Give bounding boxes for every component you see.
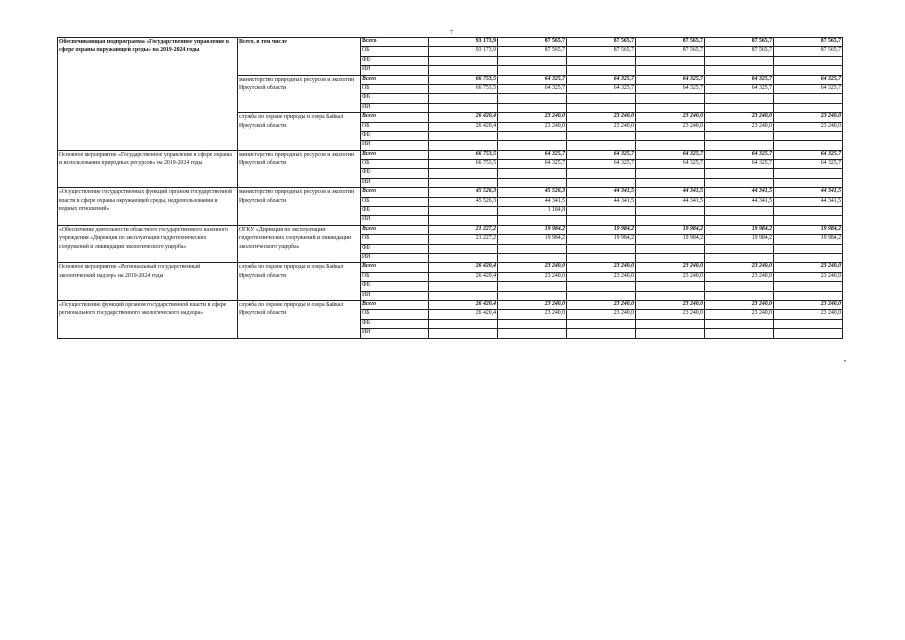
- executor-cell: служба по охране природы и озера Байкал Иркутской области: [238, 263, 361, 301]
- amount-cell: 87 565,7: [636, 47, 705, 56]
- funding-source-cell: Всего: [361, 225, 429, 234]
- amount-cell: 23 240,0: [774, 113, 843, 122]
- amount-cell: 23 240,0: [774, 300, 843, 309]
- amount-cell: 23 240,0: [774, 272, 843, 281]
- amount-cell: [774, 282, 843, 291]
- amount-cell: [774, 207, 843, 216]
- amount-cell: 19 984,2: [498, 225, 567, 234]
- amount-cell: 66 753,5: [429, 75, 498, 84]
- amount-cell: [705, 291, 774, 300]
- amount-cell: [636, 141, 705, 150]
- amount-cell: [636, 131, 705, 140]
- amount-cell: [774, 141, 843, 150]
- amount-cell: 23 240,0: [498, 263, 567, 272]
- amount-cell: 23 240,0: [636, 263, 705, 272]
- program-name-cell: «Осуществление функций органом государственной власти в сфере регионального государственного экологического надзора»: [58, 300, 238, 338]
- funding-source-cell: ФБ: [361, 56, 429, 65]
- amount-cell: 64 325,7: [705, 160, 774, 169]
- amount-cell: 23 240,0: [774, 310, 843, 319]
- amount-cell: 26 420,4: [429, 263, 498, 272]
- table-row: [58, 300, 843, 309]
- amount-cell: [567, 216, 636, 225]
- amount-cell: 64 325,7: [567, 84, 636, 93]
- funding-source-cell: ИИ: [361, 103, 429, 112]
- executor-cell: служба по охране природы и озера Байкал Иркутской области: [238, 300, 361, 338]
- amount-cell: 19 984,2: [636, 235, 705, 244]
- amount-cell: 23 240,0: [498, 300, 567, 309]
- amount-cell: [705, 56, 774, 65]
- amount-cell: 44 341,5: [705, 188, 774, 197]
- amount-cell: 45 526,3: [429, 197, 498, 206]
- amount-cell: 44 341,5: [567, 188, 636, 197]
- amount-cell: [705, 103, 774, 112]
- amount-cell: [498, 291, 567, 300]
- funding-source-cell: ОБ: [361, 310, 429, 319]
- amount-cell: [705, 141, 774, 150]
- amount-cell: [498, 141, 567, 150]
- amount-cell: 23 240,0: [498, 310, 567, 319]
- amount-cell: 23 240,0: [705, 272, 774, 281]
- amount-cell: 64 325,7: [636, 160, 705, 169]
- amount-cell: 64 325,7: [498, 160, 567, 169]
- amount-cell: 64 325,7: [567, 160, 636, 169]
- amount-cell: [705, 94, 774, 103]
- amount-cell: 64 325,7: [498, 84, 567, 93]
- amount-cell: [636, 178, 705, 187]
- amount-cell: 19 984,2: [705, 225, 774, 234]
- amount-cell: [498, 253, 567, 262]
- amount-cell: 64 325,7: [567, 75, 636, 84]
- amount-cell: [567, 319, 636, 328]
- amount-cell: 66 753,5: [429, 160, 498, 169]
- funding-source-cell: ФБ: [361, 319, 429, 328]
- amount-cell: [429, 56, 498, 65]
- amount-cell: 23 240,0: [636, 113, 705, 122]
- amount-cell: [636, 56, 705, 65]
- amount-cell: 23 240,0: [567, 122, 636, 131]
- amount-cell: [774, 56, 843, 65]
- amount-cell: 66 753,5: [429, 84, 498, 93]
- funding-source-cell: ФБ: [361, 282, 429, 291]
- amount-cell: [567, 94, 636, 103]
- amount-cell: [498, 66, 567, 75]
- amount-cell: [429, 329, 498, 338]
- program-name-cell: Основное мероприятие «Государственное управление в сфере охраны и использования природных ресурсов» на 2019-2024 годы: [58, 150, 238, 188]
- amount-cell: [429, 131, 498, 140]
- amount-cell: 23 240,0: [705, 113, 774, 122]
- amount-cell: 64 325,7: [498, 150, 567, 159]
- funding-source-cell: ИИ: [361, 291, 429, 300]
- funding-source-cell: ИИ: [361, 216, 429, 225]
- amount-cell: [705, 282, 774, 291]
- amount-cell: [429, 178, 498, 187]
- amount-cell: 64 325,7: [636, 75, 705, 84]
- amount-cell: [636, 207, 705, 216]
- amount-cell: 87 565,7: [498, 38, 567, 47]
- amount-cell: 23 240,0: [567, 300, 636, 309]
- amount-cell: [429, 291, 498, 300]
- amount-cell: [636, 216, 705, 225]
- amount-cell: [774, 94, 843, 103]
- amount-cell: 26 420,4: [429, 122, 498, 131]
- amount-cell: 19 984,2: [774, 235, 843, 244]
- amount-cell: [774, 244, 843, 253]
- amount-cell: [498, 169, 567, 178]
- amount-cell: 19 984,2: [567, 225, 636, 234]
- amount-cell: [429, 319, 498, 328]
- funding-source-cell: ФБ: [361, 244, 429, 253]
- funding-source-cell: Всего: [361, 150, 429, 159]
- amount-cell: [429, 282, 498, 291]
- amount-cell: [705, 244, 774, 253]
- amount-cell: 23 240,0: [567, 263, 636, 272]
- funding-source-cell: Всего: [361, 75, 429, 84]
- amount-cell: 23 240,0: [705, 263, 774, 272]
- side-mark: •: [844, 359, 847, 365]
- amount-cell: 64 325,7: [774, 84, 843, 93]
- amount-cell: 44 341,5: [774, 188, 843, 197]
- amount-cell: 1 184,8: [498, 207, 567, 216]
- amount-cell: 44 341,5: [636, 188, 705, 197]
- funding-source-cell: Всего: [361, 188, 429, 197]
- program-name-cell: Обеспечивающая подпрограмма «Государственное управление в сфере охраны окружающей среды» на 2019-2024 годы: [58, 38, 238, 151]
- funding-source-cell: ФБ: [361, 94, 429, 103]
- amount-cell: [774, 216, 843, 225]
- amount-cell: [429, 253, 498, 262]
- amount-cell: [636, 282, 705, 291]
- amount-cell: [498, 319, 567, 328]
- amount-cell: 19 984,2: [636, 225, 705, 234]
- amount-cell: [705, 319, 774, 328]
- amount-cell: [567, 329, 636, 338]
- funding-source-cell: ОБ: [361, 272, 429, 281]
- funding-source-cell: ИИ: [361, 329, 429, 338]
- funding-source-cell: ИИ: [361, 141, 429, 150]
- funding-source-cell: ОБ: [361, 84, 429, 93]
- amount-cell: [498, 103, 567, 112]
- amount-cell: [636, 319, 705, 328]
- amount-cell: 23 240,0: [567, 113, 636, 122]
- amount-cell: 21 227,2: [429, 235, 498, 244]
- amount-cell: [705, 66, 774, 75]
- amount-cell: 64 325,7: [498, 75, 567, 84]
- amount-cell: 23 240,0: [705, 122, 774, 131]
- funding-source-cell: ФБ: [361, 131, 429, 140]
- executor-cell: министерство природных ресурсов и экологии Иркутской области: [238, 75, 361, 113]
- amount-cell: 87 565,7: [498, 47, 567, 56]
- funding-source-cell: ОБ: [361, 235, 429, 244]
- amount-cell: 44 341,5: [636, 197, 705, 206]
- amount-cell: 26 420,4: [429, 272, 498, 281]
- page-number: 7: [450, 30, 453, 36]
- amount-cell: 26 420,4: [429, 113, 498, 122]
- amount-cell: [774, 319, 843, 328]
- amount-cell: 21 227,2: [429, 225, 498, 234]
- budget-table: [57, 37, 843, 339]
- amount-cell: 19 984,2: [498, 235, 567, 244]
- amount-cell: [498, 329, 567, 338]
- executor-cell: Всего, в том числе: [238, 38, 361, 76]
- amount-cell: 44 341,5: [498, 197, 567, 206]
- amount-cell: 44 341,5: [774, 197, 843, 206]
- table-row: [58, 188, 843, 197]
- amount-cell: [567, 253, 636, 262]
- amount-cell: 23 240,0: [705, 300, 774, 309]
- amount-cell: 23 240,0: [636, 300, 705, 309]
- amount-cell: 23 240,0: [705, 310, 774, 319]
- funding-source-cell: ОБ: [361, 47, 429, 56]
- funding-source-cell: Всего: [361, 113, 429, 122]
- amount-cell: [498, 282, 567, 291]
- amount-cell: [567, 103, 636, 112]
- amount-cell: [567, 282, 636, 291]
- funding-source-cell: Всего: [361, 263, 429, 272]
- amount-cell: [774, 178, 843, 187]
- amount-cell: 93 173,9: [429, 38, 498, 47]
- amount-cell: 87 565,7: [636, 38, 705, 47]
- executor-cell: служба по охране природы и озера Байкал Иркутской области: [238, 113, 361, 151]
- amount-cell: [705, 178, 774, 187]
- amount-cell: 23 240,0: [636, 310, 705, 319]
- amount-cell: 19 984,2: [774, 225, 843, 234]
- funding-source-cell: ОБ: [361, 197, 429, 206]
- amount-cell: 87 565,7: [567, 38, 636, 47]
- amount-cell: [498, 94, 567, 103]
- amount-cell: [429, 216, 498, 225]
- amount-cell: [429, 94, 498, 103]
- funding-source-cell: ОБ: [361, 122, 429, 131]
- amount-cell: 87 565,7: [774, 38, 843, 47]
- amount-cell: 64 325,7: [774, 150, 843, 159]
- program-name-cell: «Обеспечение деятельности областного государственного казенного учреждения «Дирекция по эксплуатации гидротехнических сооружений и ликвидации экологического ущерба»: [58, 225, 238, 263]
- amount-cell: 64 325,7: [636, 84, 705, 93]
- amount-cell: 23 240,0: [498, 113, 567, 122]
- amount-cell: 23 240,0: [774, 122, 843, 131]
- amount-cell: [636, 291, 705, 300]
- amount-cell: 87 565,7: [705, 47, 774, 56]
- funding-source-cell: ИИ: [361, 66, 429, 75]
- amount-cell: [636, 253, 705, 262]
- amount-cell: [774, 131, 843, 140]
- table-row: [58, 38, 843, 47]
- amount-cell: [636, 94, 705, 103]
- amount-cell: 23 240,0: [567, 272, 636, 281]
- executor-cell: ОГКУ «Дирекция по эксплуатации гидротехнических сооружений и ликвидации экологического ущерба»: [238, 225, 361, 263]
- amount-cell: [705, 216, 774, 225]
- amount-cell: 64 325,7: [636, 150, 705, 159]
- amount-cell: 64 325,7: [705, 75, 774, 84]
- amount-cell: [498, 56, 567, 65]
- program-name-cell: Основное мероприятие «Региональный государственный экологический надзор» на 2019-2024 годы: [58, 263, 238, 301]
- amount-cell: [567, 56, 636, 65]
- amount-cell: [636, 103, 705, 112]
- amount-cell: [567, 141, 636, 150]
- executor-cell: министерство природных ресурсов и экологии Иркутской области: [238, 188, 361, 226]
- amount-cell: 23 240,0: [636, 272, 705, 281]
- amount-cell: [429, 207, 498, 216]
- amount-cell: [774, 329, 843, 338]
- amount-cell: [429, 141, 498, 150]
- amount-cell: [774, 66, 843, 75]
- amount-cell: 44 341,5: [567, 197, 636, 206]
- amount-cell: 26 420,4: [429, 300, 498, 309]
- funding-source-cell: ОБ: [361, 160, 429, 169]
- amount-cell: 66 753,5: [429, 150, 498, 159]
- amount-cell: [636, 66, 705, 75]
- amount-cell: [567, 207, 636, 216]
- amount-cell: 23 240,0: [774, 263, 843, 272]
- amount-cell: [636, 329, 705, 338]
- amount-cell: 19 984,2: [705, 235, 774, 244]
- amount-cell: 45 526,3: [498, 188, 567, 197]
- amount-cell: 64 325,7: [774, 75, 843, 84]
- executor-cell: министерство природных ресурсов и экологии Иркутской области: [238, 150, 361, 188]
- amount-cell: [774, 291, 843, 300]
- amount-cell: [498, 131, 567, 140]
- amount-cell: [567, 291, 636, 300]
- amount-cell: [498, 216, 567, 225]
- amount-cell: 64 325,7: [774, 160, 843, 169]
- amount-cell: [567, 131, 636, 140]
- amount-cell: 93 173,9: [429, 47, 498, 56]
- funding-source-cell: ФБ: [361, 207, 429, 216]
- amount-cell: [498, 178, 567, 187]
- amount-cell: 64 325,7: [705, 84, 774, 93]
- amount-cell: [705, 329, 774, 338]
- table-row: [58, 150, 843, 159]
- funding-source-cell: Всего: [361, 300, 429, 309]
- amount-cell: 64 325,7: [705, 150, 774, 159]
- amount-cell: [567, 178, 636, 187]
- amount-cell: 45 526,3: [429, 188, 498, 197]
- amount-cell: [705, 207, 774, 216]
- amount-cell: [567, 66, 636, 75]
- amount-cell: 23 240,0: [636, 122, 705, 131]
- amount-cell: [705, 131, 774, 140]
- funding-source-cell: ФБ: [361, 169, 429, 178]
- amount-cell: [429, 244, 498, 253]
- amount-cell: [636, 244, 705, 253]
- amount-cell: [429, 66, 498, 75]
- funding-source-cell: ИИ: [361, 178, 429, 187]
- amount-cell: [636, 169, 705, 178]
- amount-cell: 23 240,0: [567, 310, 636, 319]
- amount-cell: 44 341,5: [705, 197, 774, 206]
- amount-cell: [567, 169, 636, 178]
- amount-cell: [429, 169, 498, 178]
- amount-cell: 87 565,7: [774, 47, 843, 56]
- amount-cell: 23 240,0: [498, 122, 567, 131]
- amount-cell: 87 565,7: [567, 47, 636, 56]
- amount-cell: 64 325,7: [567, 150, 636, 159]
- amount-cell: [429, 103, 498, 112]
- amount-cell: [705, 169, 774, 178]
- program-name-cell: «Осуществление государственных функций органом государственной власти в сфере охраны окружающей среды, недропользования и водных отношений»: [58, 188, 238, 226]
- amount-cell: 19 984,2: [567, 235, 636, 244]
- amount-cell: 26 420,4: [429, 310, 498, 319]
- funding-source-cell: Всего: [361, 38, 429, 47]
- amount-cell: 87 565,7: [705, 38, 774, 47]
- amount-cell: [774, 103, 843, 112]
- amount-cell: [774, 253, 843, 262]
- funding-source-cell: ИИ: [361, 253, 429, 262]
- amount-cell: [774, 169, 843, 178]
- table-row: [58, 263, 843, 272]
- table-row: [58, 225, 843, 234]
- amount-cell: [567, 244, 636, 253]
- amount-cell: [705, 253, 774, 262]
- amount-cell: [498, 244, 567, 253]
- amount-cell: 23 240,0: [498, 272, 567, 281]
